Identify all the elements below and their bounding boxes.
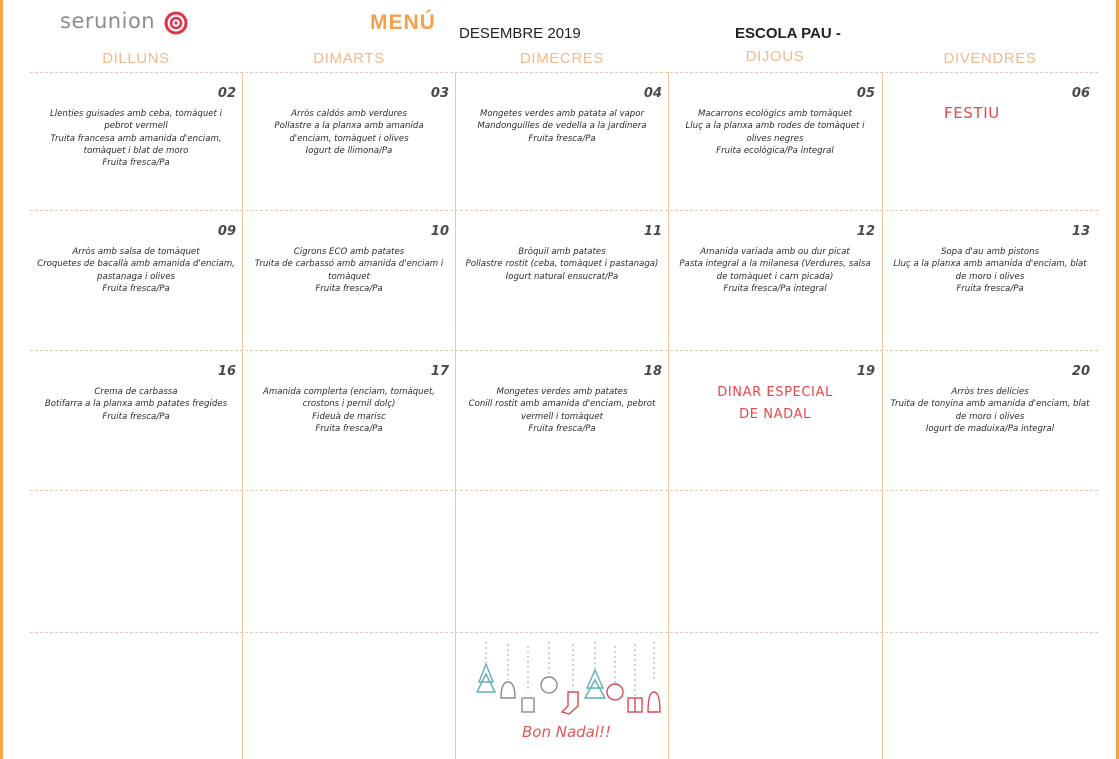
- menu-item: Amanida variada amb ou dur picat: [700, 247, 850, 257]
- day-number: 19: [856, 364, 875, 379]
- day-number: 02: [217, 86, 236, 101]
- day-number: 17: [430, 364, 449, 379]
- menu-item: tomàquet i blat de moro: [83, 145, 189, 156]
- menu-item: olives negres: [746, 133, 804, 144]
- menu-item: Llenties guisades amb ceba, tomàquet i: [49, 109, 223, 119]
- swirl-logo-icon: [163, 11, 191, 37]
- grid-rule: [30, 72, 1098, 73]
- day-number: 11: [643, 224, 662, 239]
- menu-item: Pasta integral a la milanesa (Verdures, salsa: [679, 259, 871, 270]
- menu-item: Truita de tonyina amb amanida d'enciam, blat: [890, 399, 1090, 410]
- day-cell: [243, 216, 455, 346]
- menu-item: tomàquet: [328, 271, 370, 282]
- menu-item: Lluç a la planxa amb amanida d'enciam, blat: [893, 259, 1087, 270]
- menu-item: crostons i pernil dolç): [302, 399, 396, 410]
- menu-title: MENÚ: [370, 11, 436, 34]
- menu-item: de moro i olives: [955, 271, 1025, 282]
- christmas-greeting: Bon Nadal!!: [522, 723, 612, 741]
- day-header-thursday: DIJOUS: [745, 48, 805, 65]
- menu-item: Fruita fresca/Pa integral: [723, 283, 827, 294]
- grid-rule: [30, 350, 1098, 351]
- menu-item: Fruita fresca/Pa: [956, 283, 1024, 294]
- menu-item: Lluç a la planxa amb rodes de tomàquet i: [685, 121, 865, 132]
- grid-rule: [30, 210, 1098, 211]
- menu-item: Bròquil amb patates: [518, 247, 606, 257]
- day-cell: [456, 78, 668, 208]
- menu-item: Sopa d'au amb pistons: [940, 247, 1040, 257]
- menu-item: Croquetes de bacallà amb amanida d'enciam,: [37, 259, 235, 270]
- menu-item: Fruita fresca/Pa: [102, 158, 170, 169]
- menu-item: Amanida complerta (enciam, tomàquet,: [262, 387, 436, 397]
- special-lunch-line: DE NADAL: [739, 407, 811, 422]
- day-number: 03: [430, 86, 449, 101]
- menu-item: Iogurt de maduixa/Pa integral: [925, 423, 1055, 434]
- menu-item: Mandonguilles de vedella a la jardinera: [477, 121, 647, 132]
- menu-item: pastanaga i olives: [96, 271, 175, 282]
- day-header-wednesday: DIMECRES: [520, 50, 604, 67]
- menu-item: vermell i tomàquet: [520, 411, 603, 422]
- day-number: 16: [217, 364, 236, 379]
- day-number: 05: [856, 86, 875, 101]
- menu-items: [460, 108, 664, 145]
- menu-item: Iogurt de llimona/Pa: [305, 145, 393, 156]
- day-header-tuesday: DIMARTS: [313, 50, 385, 67]
- menu-item: Macarrons ecològics amb tomàquet: [698, 109, 852, 119]
- day-cell: [669, 356, 881, 486]
- menu-items: [460, 386, 664, 435]
- menu-item: Fruita fresca/Pa: [528, 423, 596, 434]
- menu-item: Arròs tres delícies: [951, 387, 1029, 397]
- day-cell: [30, 78, 242, 208]
- day-number: 10: [430, 224, 449, 239]
- menu-item: Mongetes verdes amb patata al vapor: [479, 109, 645, 119]
- day-number: 09: [217, 224, 236, 239]
- day-header-friday: DIVENDRES: [943, 50, 1037, 67]
- menu-item: Iogurt natural ensucrat/Pa: [505, 271, 619, 282]
- day-number: 18: [643, 364, 662, 379]
- menu-item: Arròs caldós amb verdures: [291, 109, 407, 119]
- day-cell: [884, 216, 1096, 346]
- menu-items: [673, 108, 877, 157]
- month-label: DESEMBRE 2019: [459, 25, 581, 42]
- menu-items: [247, 386, 451, 435]
- menu-item: Fruita fresca/Pa: [102, 411, 170, 422]
- menu-items: [247, 246, 451, 295]
- menu-items: [673, 246, 877, 295]
- day-cell: [884, 356, 1096, 486]
- day-cell: [243, 356, 455, 486]
- menu-item: Fruita fresca/Pa: [528, 133, 596, 144]
- day-cell: [884, 78, 1096, 208]
- special-lunch-line: DINAR ESPECIAL: [717, 385, 833, 400]
- menu-item: Truita de carbassó amb amanida d'enciam i: [254, 259, 444, 270]
- day-number: 20: [1071, 364, 1090, 379]
- menu-item: pebrot vermell: [104, 121, 168, 132]
- menu-item: Truita francesa amb amanida d'enciam,: [50, 133, 222, 144]
- menu-item: Fruita fresca/Pa: [102, 283, 170, 294]
- menu-item: Arròs amb salsa de tomàquet: [72, 247, 200, 257]
- menu-items: [34, 246, 238, 295]
- menu-items: [247, 108, 451, 157]
- school-name: ESCOLA PAU -: [735, 25, 841, 42]
- day-number: 06: [1071, 86, 1090, 101]
- day-header-monday: DILLUNS: [102, 50, 170, 67]
- special-lunch-note: [669, 382, 881, 426]
- day-cell: [669, 216, 881, 346]
- page-edge-left: [0, 0, 3, 759]
- menu-items: [460, 246, 664, 283]
- day-cell: [30, 216, 242, 346]
- logo: [60, 9, 155, 39]
- menu-item: de moro i olives: [955, 411, 1025, 422]
- menu-item: Crema de carbassa: [94, 387, 178, 397]
- day-number: 13: [1071, 224, 1090, 239]
- day-cell: [243, 78, 455, 208]
- menu-item: d'enciam, tomàquet i olives: [289, 133, 409, 144]
- logo-text: serunion: [60, 9, 156, 33]
- menu-items: [888, 386, 1092, 435]
- menu-item: Mongetes verdes amb patates: [496, 387, 628, 397]
- grid-rule: [30, 632, 1098, 633]
- menu-item: Botifarra a la planxa amb patates fregides: [44, 399, 228, 410]
- menu-item: de tomàquet i carn picada): [716, 271, 834, 282]
- menu-items: [888, 246, 1092, 295]
- menu-item: Fruita ecològica/Pa integral: [716, 145, 834, 156]
- grid-rule: [30, 490, 1098, 491]
- day-cell: [456, 216, 668, 346]
- menu-item: Conill rostit amb amanida d'enciam, pebrot: [468, 399, 656, 410]
- menu-item: Fideuà de marisc: [312, 411, 386, 422]
- menu-item: Pollastre rostit (ceba, tomàquet i pastanaga): [465, 259, 659, 270]
- menu-item: Fruita fresca/Pa: [315, 283, 383, 294]
- grid-column-rule: [882, 72, 883, 759]
- day-cell: [669, 78, 881, 208]
- christmas-ornaments-icon: [470, 640, 670, 720]
- menu-items: [34, 108, 238, 169]
- holiday-note: FESTIU: [944, 104, 1000, 122]
- day-number: 04: [643, 86, 662, 101]
- menu-items: [34, 386, 238, 423]
- day-cell: [456, 356, 668, 486]
- day-number: 12: [856, 224, 875, 239]
- day-cell: [30, 356, 242, 486]
- menu-item: Fruita fresca/Pa: [315, 423, 383, 434]
- menu-item: Pollastre a la planxa amb amanida: [274, 121, 424, 132]
- menu-item: Cigrons ECO amb patates: [293, 247, 405, 257]
